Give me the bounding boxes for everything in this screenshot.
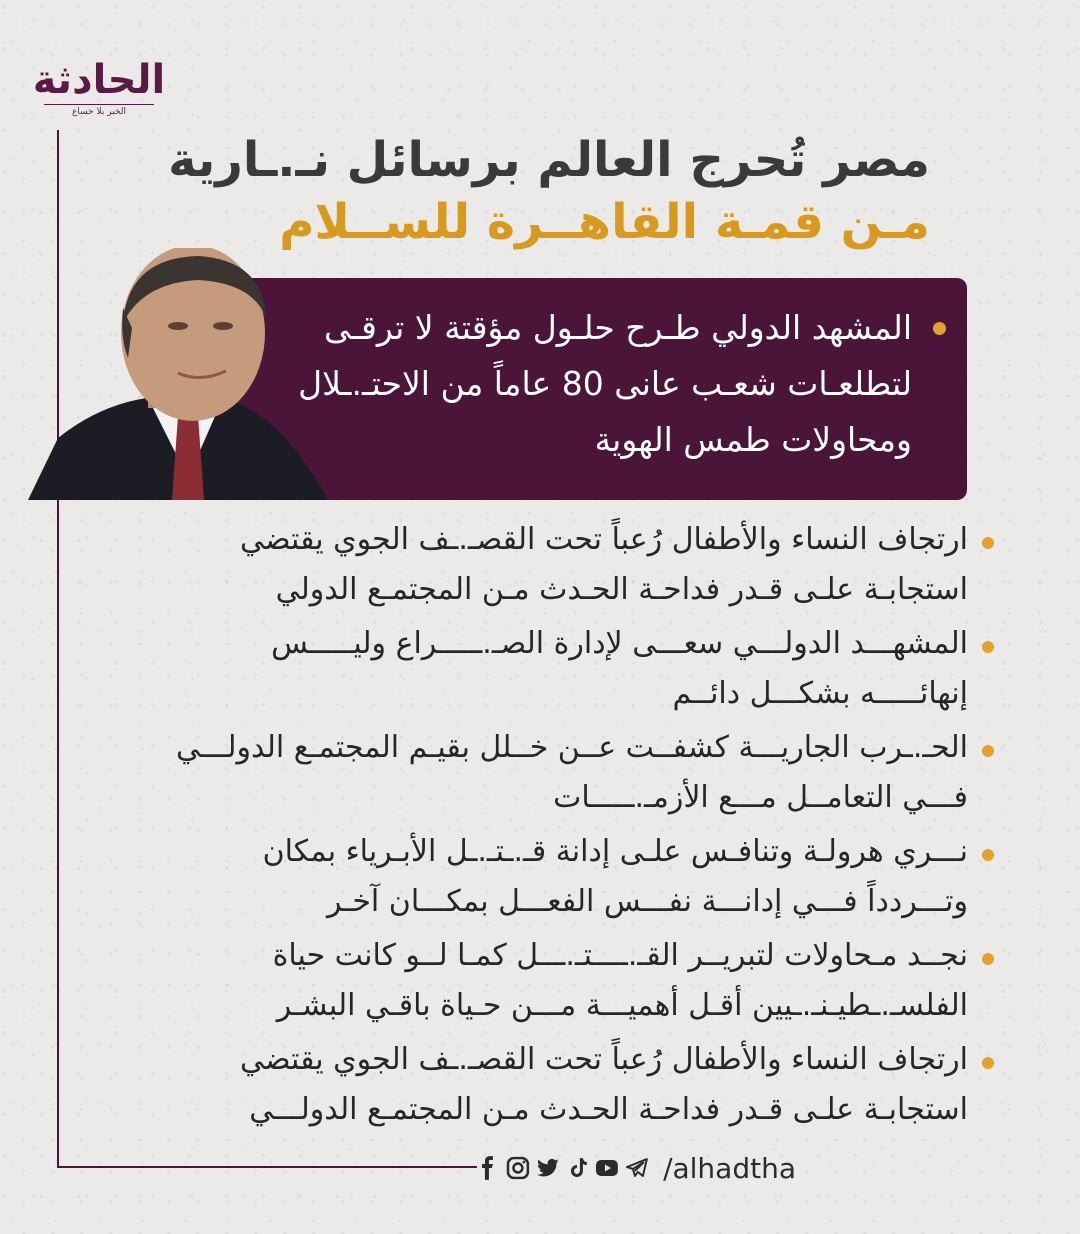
facebook-icon[interactable] [476,1156,500,1180]
social-handle[interactable]: /alhadtha [663,1151,796,1185]
headline-line-1: مصر تُحرج العالم برسائل نـ.ـارية [168,132,930,188]
list-item [168,931,968,1035]
telegram-icon[interactable] [625,1156,649,1180]
list-item [168,619,968,723]
logo-name: الحادثة [32,57,166,103]
decorative-horizontal-line [57,1166,477,1168]
bullet-dot-icon [982,849,994,861]
bullet-dot-icon [982,745,994,757]
bullet-dot-icon [933,322,946,335]
list-item-text: نـــري هرولـة وتنافـس علـى إدانة قـ.ـتـ.ـل الأبـرياء بمكان وتـــردداً فـــي إدانـــة نفـــس الفعـــل بمكـــان آخـر [262,834,968,919]
bullet-list [168,515,968,1139]
twitter-icon[interactable] [536,1156,560,1180]
tiktok-icon[interactable] [566,1156,590,1180]
list-item-text: نجــد مـحاولات لتبريــر القـ.ــــتـ.ـــل كمـا لــو كانت حياة الفلسـ.ـطيـنـ.ـيين أقـل أهميـــة مـــن حـياة باقـي البشـر [272,938,968,1023]
list-item [168,723,968,827]
list-item-text: ارتجاف النساء والأطفال رُعباً تحت القصـ.ـف الجوي يقتضي استجابـة علـى قـدر فداحـة الحـدث مـن المجتمـع الدولي [240,522,968,607]
instagram-icon[interactable] [506,1156,530,1180]
bullet-dot-icon [982,1057,994,1069]
brand-logo [24,58,174,126]
bullet-dot-icon [982,641,994,653]
list-item [168,515,968,619]
bullet-dot-icon [982,953,994,965]
portrait-image [28,248,328,500]
list-item [168,1035,968,1139]
list-item-text: المشهـــد الدولـــي سعـــى لإدارة الصـ.ـــــراع وليـــــس إنهائـــــه بشكـــل دائــم [271,626,968,711]
social-footer [476,1148,796,1188]
highlight-text-wrap [272,300,912,468]
logo-tagline: الخبر بلا خساع [44,104,154,117]
list-item-text: ارتجاف النساء والأطفال رُعباً تحت القصـ.ـف الجوي يقتضي استجابـة علـى قـدر فداحـة الحـدث مـن المجتمـع الدولـــي [240,1042,968,1127]
portrait-illustration [28,248,328,500]
highlight-text: المشهد الدولي طـرح حلـول مؤقتة لا ترقـى لتطلعـات شعـب عانى 80 عاماً من الاحتـ.ـلال ومحاولات طمس الهوية [298,308,912,459]
list-item-text: الحـ.ـرب الجاريـــة كشفــت عــن خــلل بقيـم المجتمـع الدولـــي فـــي التعامــل مـــع الأزمـ.ـــــات [175,730,968,815]
bullet-dot-icon [982,537,994,549]
list-item [168,827,968,931]
youtube-icon[interactable] [595,1156,619,1180]
headline-line-2: مـن قمـة القاهــرة للســلام [279,194,930,250]
